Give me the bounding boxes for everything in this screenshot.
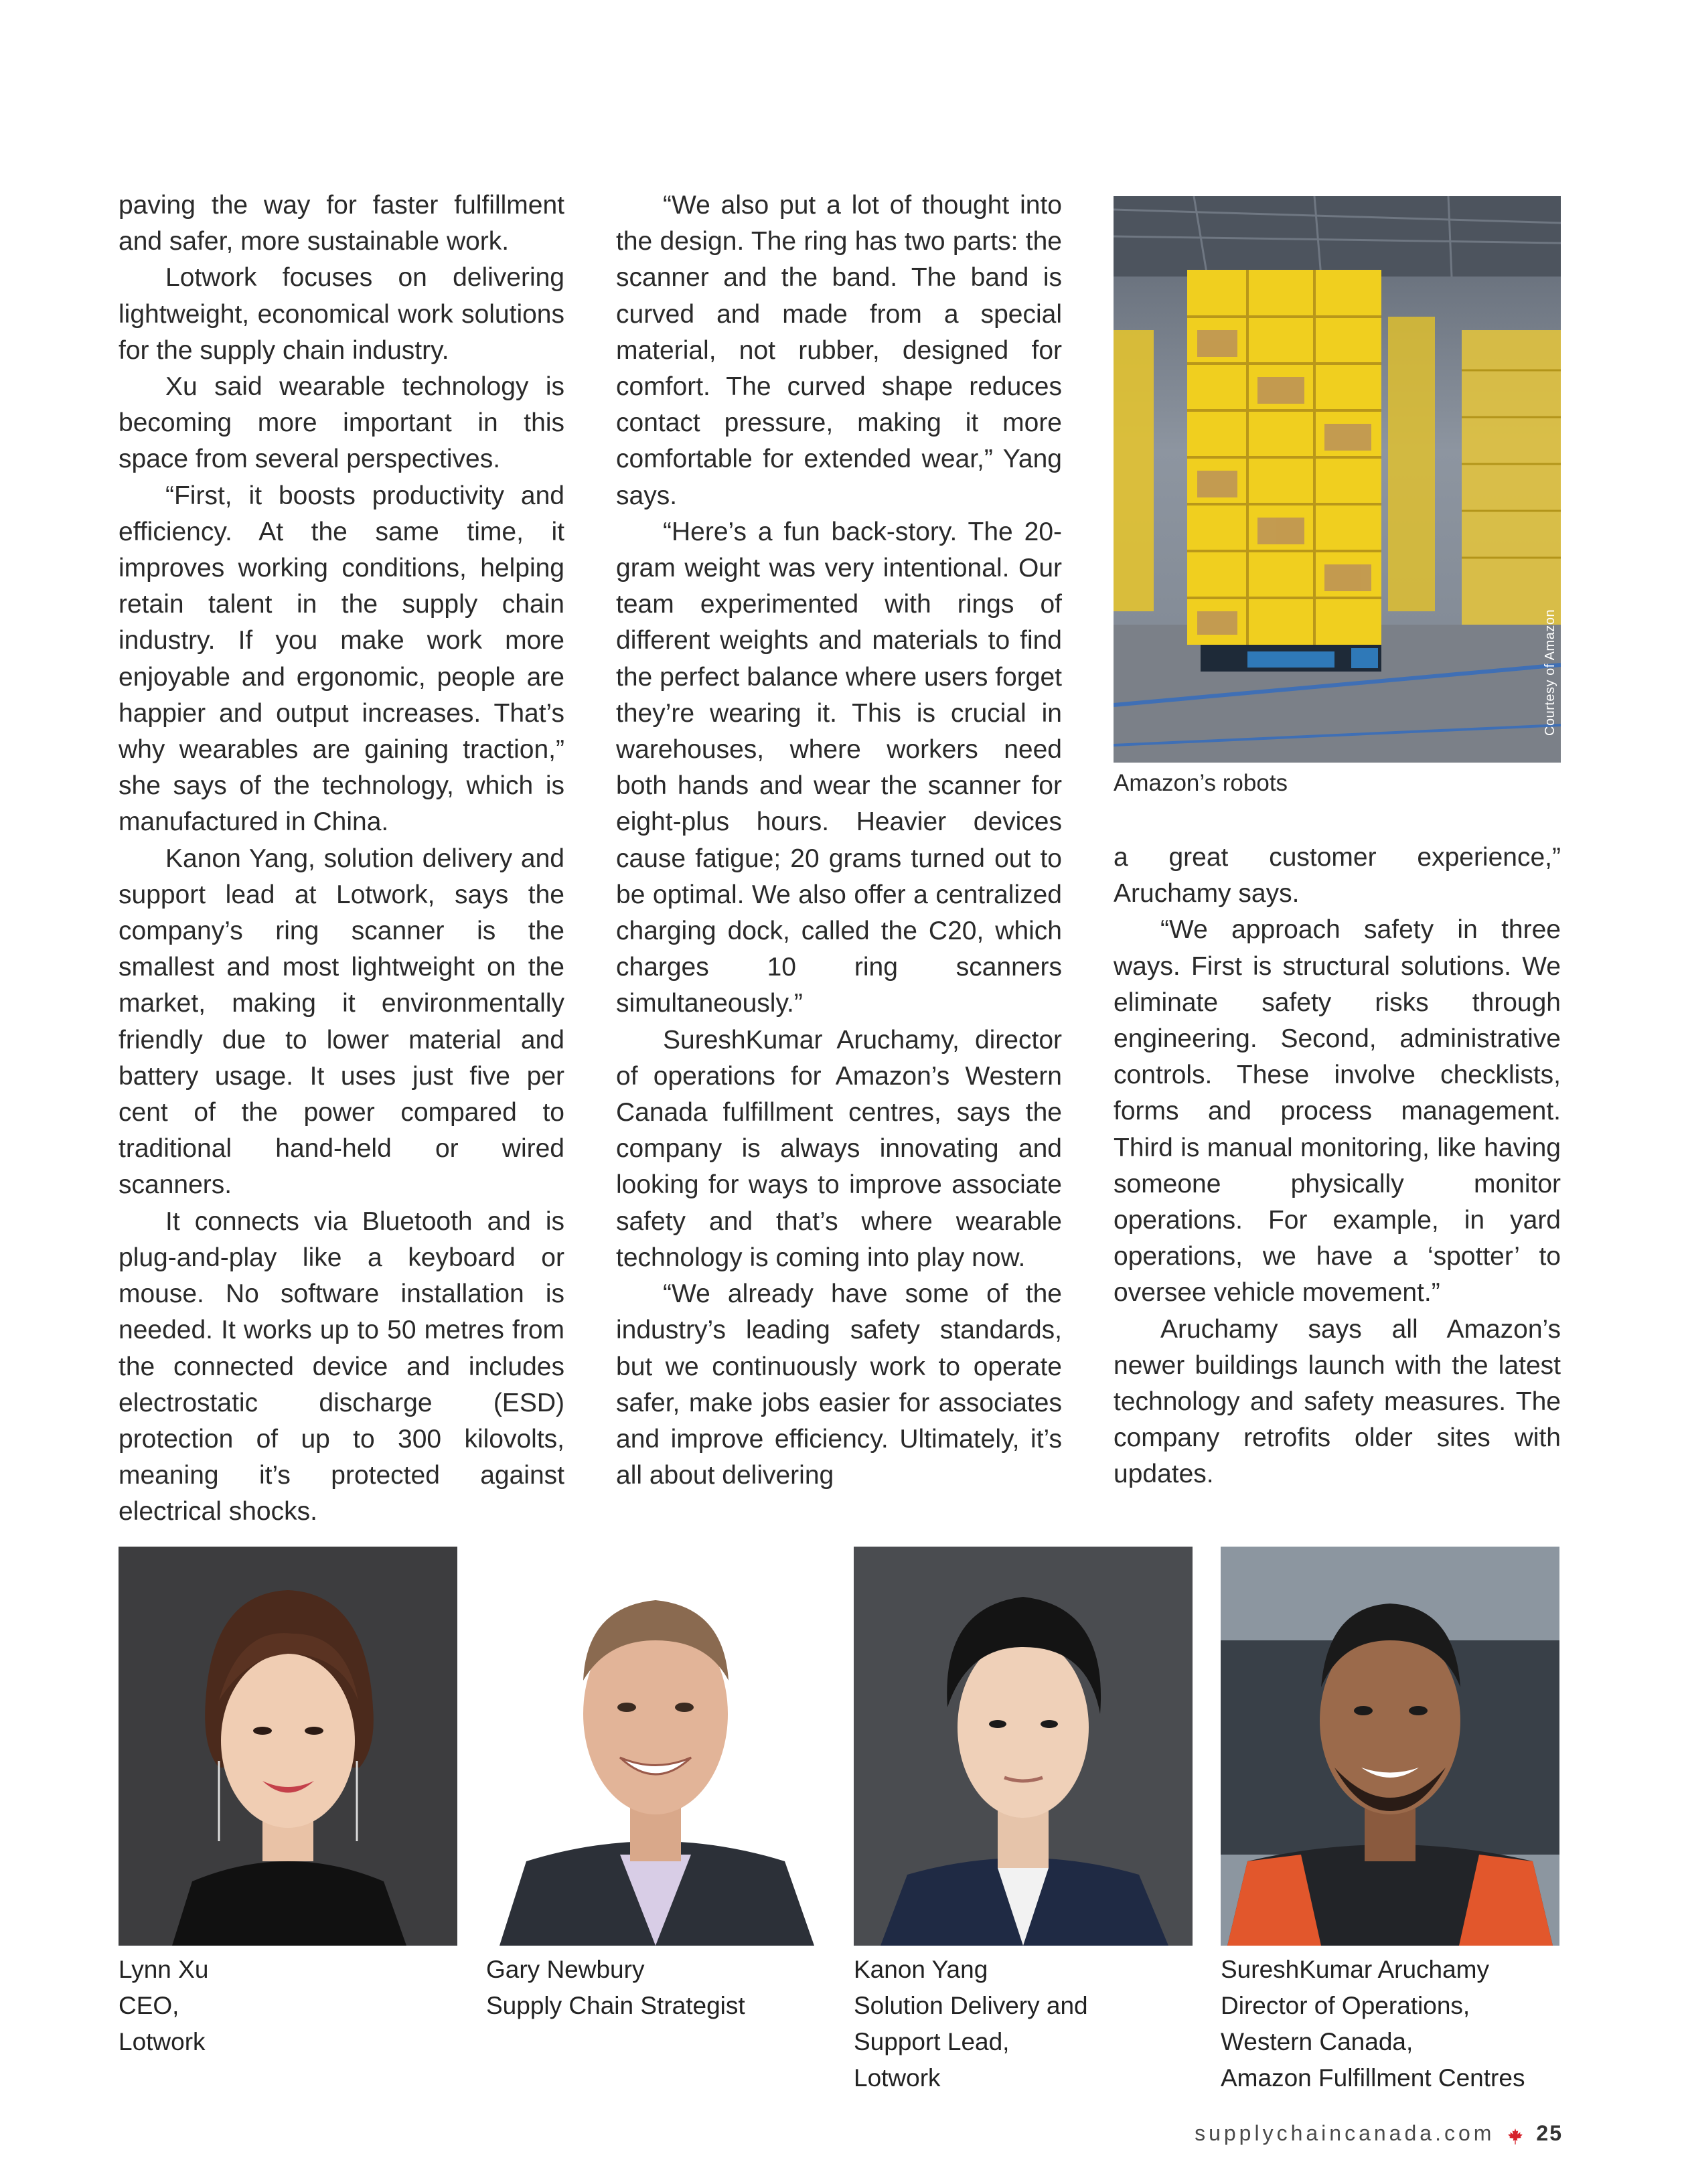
caption-title: Director of Operations, xyxy=(1221,1992,1470,2019)
paragraph: “We already have some of the industry’s leading safety standards, but we continuously work to operate safer, make jobs easier for associates and improve efficiency. Ultimately, it’s all about delivering xyxy=(616,1279,1062,1490)
page-footer xyxy=(1195,2120,1563,2147)
caption-title: Supply Chain Strategist xyxy=(486,1992,745,2019)
caption-name: SureshKumar Aruchamy xyxy=(1221,1956,1490,1983)
portrait-illustration xyxy=(486,1547,825,1946)
paragraph: Xu said wearable technology is becoming more important in this space from several perspectives. xyxy=(119,372,564,474)
warehouse-illustration xyxy=(1114,196,1561,763)
portrait-caption-sureshkumar-aruchamy xyxy=(1221,1952,1559,2096)
paragraph: Kanon Yang, solution delivery and support lead at Lotwork, says the company’s ring scanner is the smallest and most lightweight on the market, making it environmentally friendly due to lower material and battery usage. It uses just five per cent of the power compared to traditional hand-held or wired scanners. xyxy=(119,844,564,1200)
caption-name: Lynn Xu xyxy=(119,1956,209,1983)
photo-credit: Courtesy of Amazon xyxy=(1543,609,1557,736)
caption-name: Gary Newbury xyxy=(486,1956,645,1983)
caption-company: Lotwork xyxy=(854,2064,941,2092)
portrait-caption-lynn-xu xyxy=(119,1952,457,2060)
portrait-sureshkumar-aruchamy xyxy=(1221,1547,1559,1946)
caption-title: Solution Delivery and xyxy=(854,1992,1088,2019)
site-url: supplychaincanada.com xyxy=(1195,2121,1495,2145)
paragraph: “First, it boosts productivity and efficiency. At the same time, it improves working conditions, helping retain talent in the supply chain industry. If you make work more enjoyable and ergonomic, people are happier and output increases. That’s why wearables are gaining traction,” she says of the technology, which is manufactured in China. xyxy=(119,481,564,837)
paragraph: “We approach safety in three ways. First is structural solutions. We eliminate safety risks through engineering. Second, administrative controls. These involve checklists, forms and process management. Third is manual monitoring, like having someone physically monitor operations. For example, in yard operations, we have a ‘spotter’ to oversee vehicle movement.” xyxy=(1114,915,1561,1308)
portrait-kanon-yang xyxy=(854,1547,1193,1946)
caption-title-cont: Support Lead, xyxy=(854,2028,1010,2055)
portrait-illustration xyxy=(1221,1547,1559,1946)
caption-company: Lotwork xyxy=(119,2028,206,2055)
paragraph: “We also put a lot of thought into the design. The ring has two parts: the scanner and the band. The band is curved and made from a special material, not rubber, designed for comfort. The curved shape reduces contact pressure, making it more comfortable for extended wear,” Yang says. xyxy=(616,191,1062,510)
portrait-gary-newbury xyxy=(486,1547,825,1946)
photo-caption: Amazon’s robots xyxy=(1114,770,1288,796)
article-column-1 xyxy=(119,187,564,1531)
page-number: 25 xyxy=(1536,2121,1563,2145)
portrait-caption-kanon-yang xyxy=(854,1952,1193,2096)
amazon-robots-photo xyxy=(1114,196,1561,763)
caption-region: Western Canada, xyxy=(1221,2028,1413,2055)
paragraph: “Here’s a fun back-story. The 20-gram weight was very intentional. Our team experimented with rings of different weights and materials to find the perfect balance where users forget they’re wearing it. This is crucial in warehouses, where workers need both hands and wear the scanner for eight-plus hours. Heavier devices cause fatigue; 20 grams turned out to be optimal. We also offer a centralized charging dock, called the C20, which charges 10 ring scanners simultaneously.” xyxy=(616,517,1062,1018)
portrait-illustration xyxy=(854,1547,1193,1946)
caption-title: CEO, xyxy=(119,1992,179,2019)
paragraph: Lotwork focuses on delivering lightweight, economical work solutions for the supply chain industry. xyxy=(119,263,564,365)
paragraph: paving the way for faster fulfillment and safer, more sustainable work. xyxy=(119,191,564,256)
paragraph: Aruchamy says all Amazon’s newer buildings launch with the latest technology and safety measures. The company retrofits older sites with updates. xyxy=(1114,1314,1561,1489)
portrait-lynn-xu xyxy=(119,1547,457,1946)
maple-leaf-icon xyxy=(1507,2124,1524,2142)
paragraph: It connects via Bluetooth and is plug-and-play like a keyboard or mouse. No software installation is needed. It works up to 50 metres from the connected device and includes electrostatic discharge (ESD) protection of up to 300 kilovolts, meaning it’s protected against electrical shocks. xyxy=(119,1206,564,1527)
caption-company: Amazon Fulfillment Centres xyxy=(1221,2064,1525,2092)
article-column-3 xyxy=(1114,840,1561,1493)
paragraph: a great customer experience,” Aruchamy says. xyxy=(1114,843,1561,909)
portrait-illustration xyxy=(119,1547,457,1946)
article-column-2 xyxy=(616,187,1062,1494)
paragraph: SureshKumar Aruchamy, director of operations for Amazon’s Western Canada fulfillment centres, says the company is always innovating and looking for ways to improve associate safety and that’s where wearable technology is coming into play now. xyxy=(616,1025,1062,1272)
portrait-caption-gary-newbury xyxy=(486,1952,825,2024)
caption-name: Kanon Yang xyxy=(854,1956,988,1983)
